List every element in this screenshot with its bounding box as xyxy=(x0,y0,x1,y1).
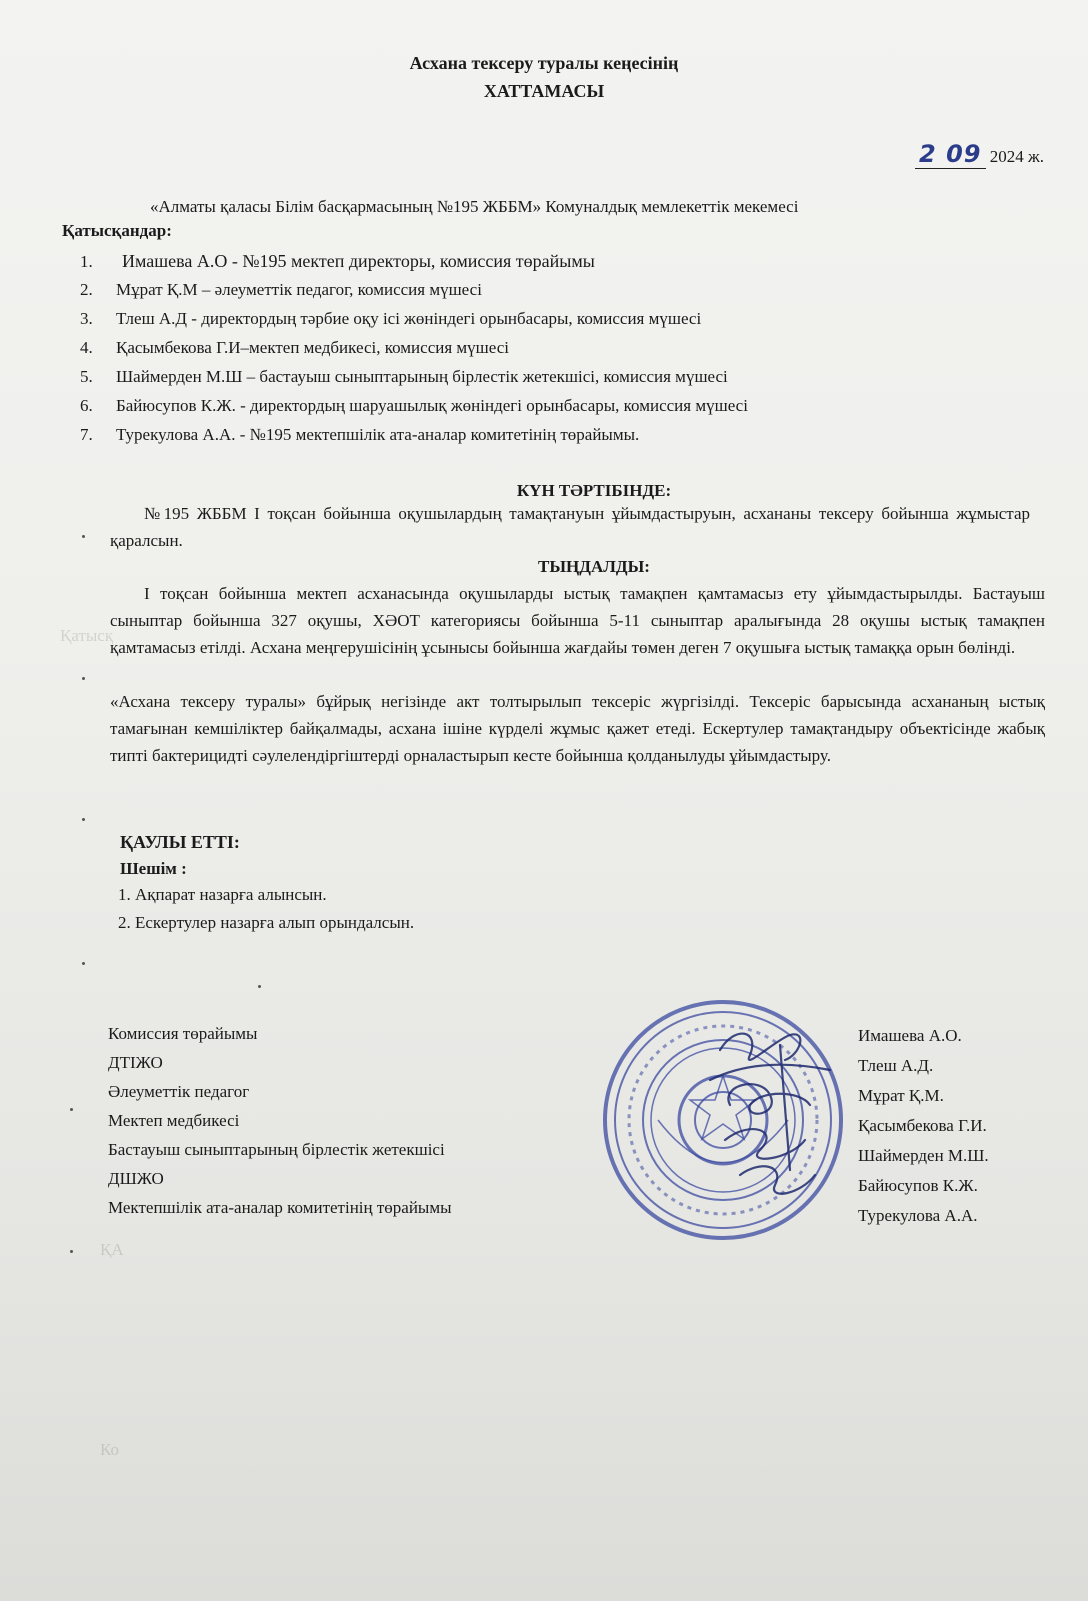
speck xyxy=(82,677,85,680)
participant-item xyxy=(80,366,748,395)
signature-names xyxy=(858,1026,989,1236)
signature-name: Шаймерден М.Ш. xyxy=(858,1146,989,1165)
speck xyxy=(82,962,85,965)
bleed-through-mark: ҚА xyxy=(100,1240,124,1259)
document-date xyxy=(915,140,1044,169)
bleed-through-mark: Ко xyxy=(100,1440,119,1459)
participant-text: Турекулова А.А. - №195 мектепшілік ата-аналар комитетінің төрайымы. xyxy=(116,425,640,444)
signature-name: Мұрат Қ.М. xyxy=(858,1086,944,1105)
participant-number: 5. xyxy=(80,367,93,386)
signature-role: Комиссия төрайымы xyxy=(108,1024,258,1043)
decision-label: Шешім : xyxy=(120,859,187,878)
heard-text-paragraph-2: «Асхана тексеру туралы» бұйрық негізінде акт толтырылып тексеріс жүргізілді. Тексеріс барысында асхананың ыстық тамағынан кемшіліктер байқалмады, асхана ішіне күрделі жұмыс қажет етеді. Ескертулер тамақтандыру объектісінде жабық типті бактерицидті сәулелендіргіштерді орналастырып кесте бойынша қолданылуды ұйымдастыру. xyxy=(110,692,1045,765)
signature-role: Әлеуметтік педагог xyxy=(108,1082,250,1101)
bleed-through-mark: Қатысқ xyxy=(60,626,114,645)
decision-item: 1. Ақпарат назарға алынсын. xyxy=(118,885,327,904)
signature-role: Мектепшілік ата-аналар комитетінің төрайымы xyxy=(108,1198,452,1217)
signature-role: Бастауыш сыныптарының бірлестік жетекшісі xyxy=(108,1140,445,1159)
signature-name: Турекулова А.А. xyxy=(858,1206,978,1225)
decision-list xyxy=(118,884,414,940)
date-year: 2024 ж. xyxy=(989,147,1044,166)
signature-name: Байюсупов К.Ж. xyxy=(858,1176,978,1195)
document-title-line1: Асхана тексеру туралы кеңесінің xyxy=(409,53,679,73)
participants-list xyxy=(80,250,748,453)
participant-text: Байюсупов К.Ж. - директордың шаруашылық жөніндегі орынбасары, комиссия мүшесі xyxy=(116,396,748,415)
agenda-text: №195 ЖББМ I тоқсан бойынша оқушылардың тамақтануын ұйымдастыруын, асхананы тексеру бойынша жұмыстар қаралсын. xyxy=(110,504,1030,550)
participant-item xyxy=(80,337,748,366)
heard-heading: ТЫҢДАЛДЫ: xyxy=(538,557,650,576)
signature-roles xyxy=(108,1024,452,1227)
heard-text-paragraph-1: I тоқсан бойынша мектеп асханасында оқушыларды ыстық тамақпен қамтамасыз ету ұйымдастырылды. Бастауыш сыныптар бойынша 327 оқушы, ХӘОТ категориясы бойынша 5-11 сыныптар аралығында 28 оқушы ыстық тамақпен қамтамасыз етілді. Асхана меңгерушісінің ұсынысы бойынша жағдайы төмен деген 7 оқушыға ыстық тамаққа орын бөлінді. xyxy=(110,584,1045,657)
participant-text: Шаймерден М.Ш – бастауыш сыныптарының бірлестік жетекшісі, комиссия мүшесі xyxy=(116,367,728,386)
participant-text: Тлеш А.Д - директордың тәрбие оқу ісі жөніндегі орынбасары, комиссия мүшесі xyxy=(116,309,702,328)
decision-item: 2. Ескертулер назарға алып орындалсын. xyxy=(118,913,415,932)
signature-name: Имашева А.О. xyxy=(858,1026,962,1045)
participant-number: 2. xyxy=(80,280,93,299)
organization-name: «Алматы қаласы Білім басқармасының №195 ЖББМ» Комуналдық мемлекеттік мекемесі xyxy=(150,197,799,216)
document-title-line2: ХАТТАМАСЫ xyxy=(483,81,605,101)
participant-text: Қасымбекова Г.И–мектеп медбикесі, комиссия мүшесі xyxy=(116,338,509,357)
signature-role: ДШЖО xyxy=(108,1169,164,1188)
signature-role: ДТІЖО xyxy=(108,1053,163,1072)
speck xyxy=(82,818,85,821)
signature-name: Қасымбекова Г.И. xyxy=(858,1116,987,1135)
handwritten-date: 2 09 xyxy=(919,140,982,168)
speck xyxy=(70,1250,73,1253)
participant-item xyxy=(80,395,748,424)
speck xyxy=(70,1108,73,1111)
participant-text: Имашева А.О - №195 мектеп директоры, комиссия төрайымы xyxy=(122,251,595,271)
participant-item xyxy=(80,279,748,308)
signature-icon xyxy=(690,1010,850,1210)
decided-heading: ҚАУЛЫ ЕТТІ: xyxy=(120,832,240,852)
participant-number: 7. xyxy=(80,425,93,444)
agenda-heading: КҮН ТӘРТІБІНДЕ: xyxy=(516,481,672,500)
participant-number: 4. xyxy=(80,338,93,357)
speck xyxy=(82,535,85,538)
participant-number: 1. xyxy=(80,252,93,271)
participant-number: 3. xyxy=(80,309,93,328)
participant-item xyxy=(80,250,748,279)
signature-name: Тлеш А.Д. xyxy=(858,1056,934,1075)
speck xyxy=(258,985,261,988)
participant-text: Мұрат Қ.М – әлеуметтік педагог, комиссия мүшесі xyxy=(116,280,482,299)
participant-item xyxy=(80,308,748,337)
participants-label: Қатысқандар: xyxy=(62,221,172,240)
participant-number: 6. xyxy=(80,396,93,415)
signature-role: Мектеп медбикесі xyxy=(108,1111,240,1130)
participant-item xyxy=(80,424,748,453)
